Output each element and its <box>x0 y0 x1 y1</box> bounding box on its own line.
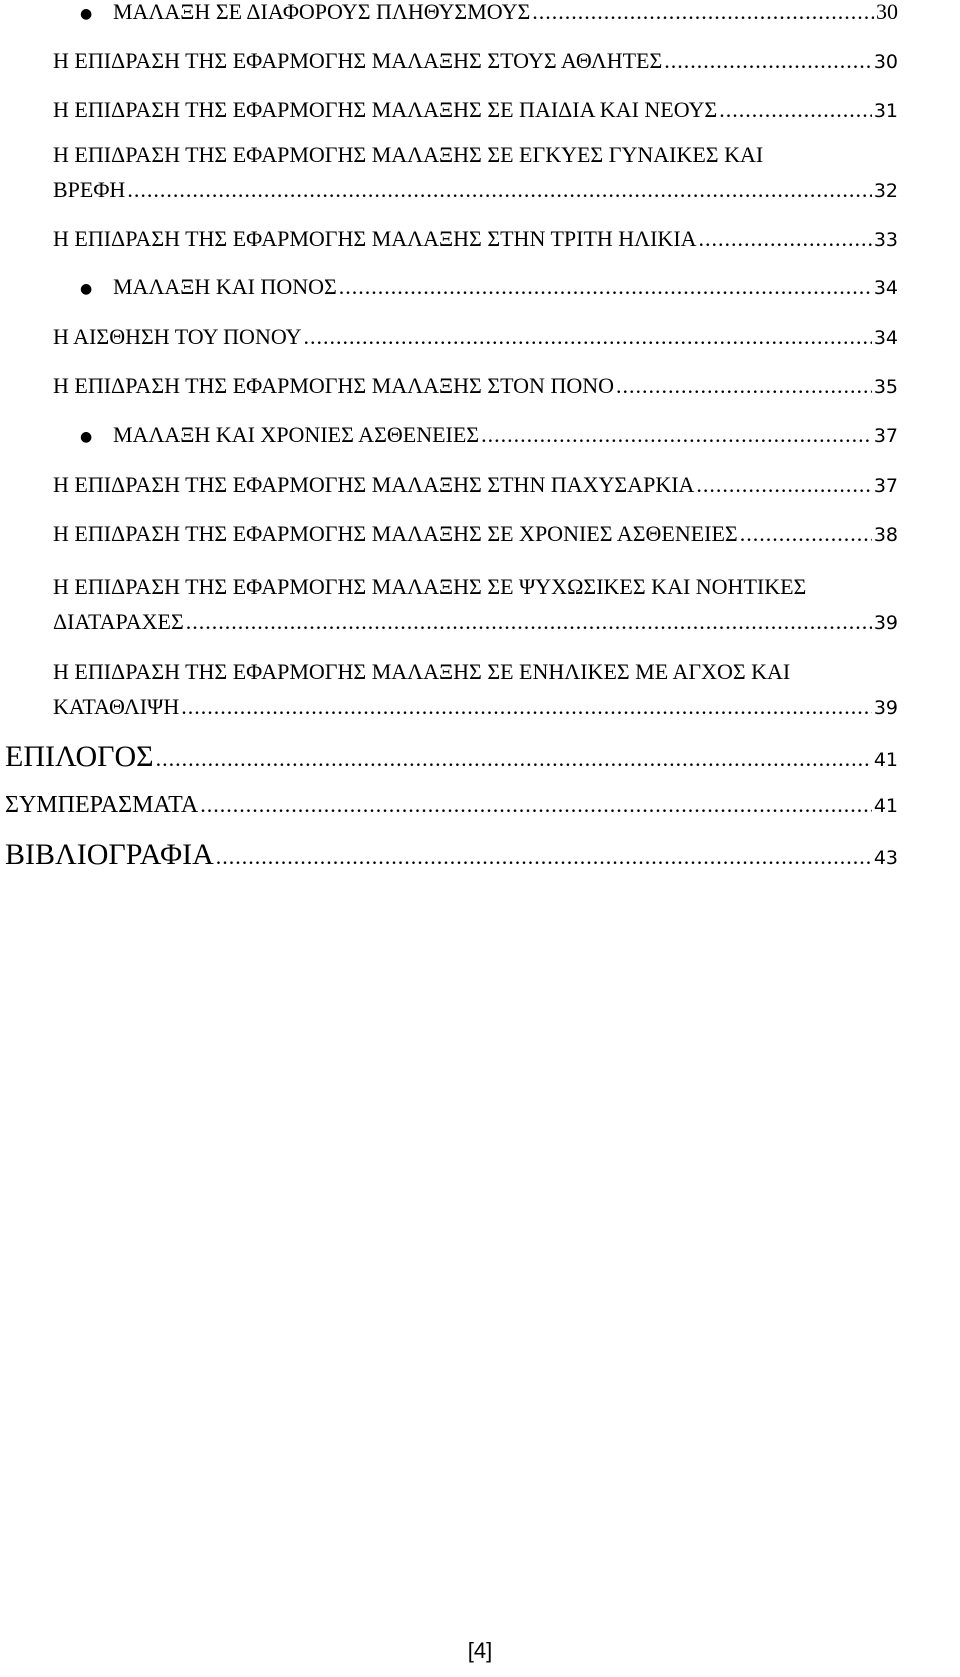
toc-line[interactable] <box>53 93 898 128</box>
toc-entry-title-line2: ΒΡΕΦΗ <box>53 177 126 202</box>
bullet-icon: ● <box>80 429 93 445</box>
toc-line[interactable] <box>53 222 898 257</box>
toc-line[interactable] <box>53 605 898 640</box>
dot-leader <box>664 44 872 78</box>
toc-entry-page: 30 <box>873 51 898 73</box>
toc-line[interactable] <box>5 788 898 823</box>
toc-entry-page: 43 <box>873 847 898 869</box>
dot-leader <box>216 837 872 877</box>
dot-leader <box>127 173 871 207</box>
bullet-icon: ● <box>80 281 93 297</box>
toc-entry-page: 33 <box>873 229 898 251</box>
toc-entry-title: ΣΥΜΠΕΡΑΣΜΑΤΑ <box>5 792 199 818</box>
dot-leader <box>740 517 872 551</box>
toc-entry-page: 37 <box>873 475 898 497</box>
dot-leader <box>339 270 872 304</box>
dot-leader <box>699 222 872 256</box>
toc-entry-page: 41 <box>873 749 898 771</box>
dot-leader <box>616 369 872 403</box>
dot-leader <box>186 605 872 639</box>
dot-leader <box>304 320 872 354</box>
toc-entry-title-line2: ΚΑΤΑΘΛΙΨΗ <box>53 694 180 719</box>
toc-entry-page: 34 <box>873 277 898 299</box>
toc-entry-page: 37 <box>873 425 898 447</box>
toc-entry-title: Η ΑΙΣΘΗΣΗ ΤΟΥ ΠΟΝΟΥ <box>53 324 302 349</box>
toc-entry-title-line1: Η ΕΠΙΔΡΑΣΗ ΤΗΣ ΕΦΑΡΜΟΓΗΣ ΜΑΛΑΞΗΣ ΣΕ ΕΝΗΛΙΚΕΣ ΜΕ ΑΓΧΟΣ ΚΑΙ <box>53 659 791 684</box>
toc-line[interactable] <box>53 468 898 503</box>
toc-entry-title-line1: Η ΕΠΙΔΡΑΣΗ ΤΗΣ ΕΦΑΡΜΟΓΗΣ ΜΑΛΑΞΗΣ ΣΕ ΕΓΚΥΕΣ ΓΥΝΑΙΚΕΣ ΚΑΙ <box>53 142 764 167</box>
toc-line[interactable] <box>113 270 898 305</box>
toc-line[interactable] <box>113 418 898 453</box>
toc-entry-title: Η ΕΠΙΔΡΑΣΗ ΤΗΣ ΕΦΑΡΜΟΓΗΣ ΜΑΛΑΞΗΣ ΣΤΟΝ ΠΟΝΟ <box>53 373 614 398</box>
toc-entry-page: 31 <box>873 100 898 122</box>
toc-entry-page: 34 <box>873 327 898 349</box>
dot-leader <box>481 418 872 452</box>
toc-line[interactable] <box>53 690 898 725</box>
toc-entry-title: ΕΠΙΛΟΓΟΣ <box>5 740 154 773</box>
toc-entry-page: 39 <box>873 697 898 719</box>
toc-entry-title: Η ΕΠΙΔΡΑΣΗ ΤΗΣ ΕΦΑΡΜΟΓΗΣ ΜΑΛΑΞΗΣ ΣΤΗΝ ΤΡΙΤΗ ΗΛΙΚΙΑ <box>53 226 697 251</box>
toc-entry-page: 39 <box>873 612 898 634</box>
toc-entry-title: Η ΕΠΙΔΡΑΣΗ ΤΗΣ ΕΦΑΡΜΟΓΗΣ ΜΑΛΑΞΗΣ ΣΕ ΠΑΙΔΙΑ ΚΑΙ ΝΕΟΥΣ <box>53 97 718 122</box>
toc-line[interactable] <box>53 517 898 552</box>
dot-leader <box>696 468 871 502</box>
dot-leader <box>181 690 872 724</box>
bullet-icon: ● <box>80 6 93 22</box>
dot-leader <box>532 0 874 29</box>
dot-leader <box>200 788 872 822</box>
toc-entry-page: 38 <box>873 524 898 546</box>
toc-entry-title: Η ΕΠΙΔΡΑΣΗ ΤΗΣ ΕΦΑΡΜΟΓΗΣ ΜΑΛΑΞΗΣ ΣΕ ΧΡΟΝΙΕΣ ΑΣΘΕΝΕΙΕΣ <box>53 521 738 546</box>
toc-entry-page: 41 <box>873 795 898 817</box>
toc-entry-title: ΜΑΛΑΞΗ ΣΕ ΔΙΑΦΟΡΟΥΣ ΠΛΗΘΥΣΜΟΥΣ <box>113 0 531 24</box>
dot-leader <box>719 93 872 127</box>
toc-line[interactable] <box>113 0 898 29</box>
toc-entry-title: Η ΕΠΙΔΡΑΣΗ ΤΗΣ ΕΦΑΡΜΟΓΗΣ ΜΑΛΑΞΗΣ ΣΤΟΥΣ ΑΘΛΗΤΕΣ <box>53 48 663 73</box>
toc-line[interactable] <box>5 835 898 878</box>
dot-leader <box>156 739 872 779</box>
toc-entry-page: 32 <box>873 180 898 202</box>
toc-line[interactable] <box>53 320 898 355</box>
toc-line[interactable] <box>5 737 898 780</box>
toc-entry-title-line2: ΔΙΑΤΑΡΑΧΕΣ <box>53 609 184 634</box>
toc-entry-title: ΒΙΒΛΙΟΓΡΑΦΙΑ <box>5 838 214 871</box>
toc-line[interactable] <box>53 44 898 79</box>
toc-entry-title-line1: Η ΕΠΙΔΡΑΣΗ ΤΗΣ ΕΦΑΡΜΟΓΗΣ ΜΑΛΑΞΗΣ ΣΕ ΨΥΧΩΣΙΚΕΣ ΚΑΙ ΝΟΗΤΙΚΕΣ <box>53 574 807 599</box>
toc-entry-title: Η ΕΠΙΔΡΑΣΗ ΤΗΣ ΕΦΑΡΜΟΓΗΣ ΜΑΛΑΞΗΣ ΣΤΗΝ ΠΑΧΥΣΑΡΚΙΑ <box>53 472 695 497</box>
toc-entry-title: ΜΑΛΑΞΗ ΚΑΙ ΠΟΝΟΣ <box>113 274 337 299</box>
page-number-footer: [4] <box>467 1638 493 1663</box>
toc-entry-title: ΜΑΛΑΞΗ ΚΑΙ ΧΡΟΝΙΕΣ ΑΣΘΕΝΕΙΕΣ <box>113 422 480 447</box>
toc-entry-page: 30 <box>876 0 898 24</box>
toc-line[interactable] <box>53 173 898 208</box>
toc-entry-page: 35 <box>873 376 898 398</box>
toc-line[interactable] <box>53 369 898 404</box>
